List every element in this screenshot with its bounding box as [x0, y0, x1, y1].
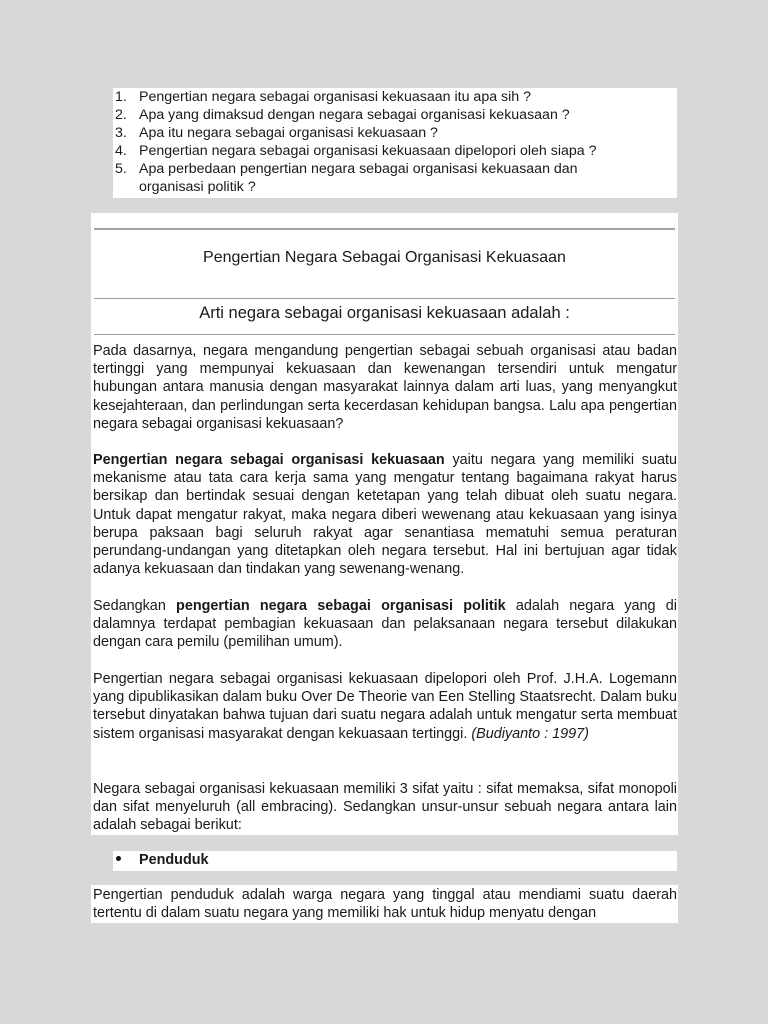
paragraph-text: yaitu negara yang memiliki suatu mekanisme atau tata cara kerja sama yang mengatur tentang bagaimana rakyat harus bersikap dan bertindak sesuai dengan ketetapan yang telah dibuat oleh suatu negara. Untuk dapat mengatur rakyat, maka negara diberi wewenang atau kekuasaan yang isinya berupa paksaan bagi seluruh rakyat agar senantiasa mematuhi semua peraturan perundang-undangan yang ditetapkan oleh negara tersebut. Hal ini bertujuan agar tidak adanya kekuasaan dan tindakan yang sewenang-wenang. — [93, 452, 678, 578]
question-number: 4. — [115, 143, 127, 159]
bullet-label: Penduduk — [139, 852, 209, 868]
question-list — [113, 88, 677, 196]
article-subtitle: Arti negara sebagai organisasi kekuasaan adalah : — [199, 304, 570, 322]
question-text: Pengertian negara sebagai organisasi kekuasaan dipelopori oleh siapa ? — [139, 143, 597, 159]
question-text: Apa itu negara sebagai organisasi kekuasaan ? — [139, 125, 438, 141]
question-number: 1. — [115, 89, 127, 105]
paragraph-properties: Negara sebagai organisasi kekuasaan memiliki 3 sifat yaitu : sifat memaksa, sifat monopoli dan sifat menyeluruh (all embracing). Sedangkan unsur-unsur sebuah negara antara lain adalah sebagai berikut: — [93, 781, 677, 834]
article-box — [91, 213, 678, 835]
paragraph-text: Pengertian negara sebagai organisasi kekuasaan dipelopori oleh Prof. J.H.A. Logemann yang dipublikasikan dalam buku Over De Theorie van Een Stelling Staatsrecht. Dalam buku tersebut dinyatakan bahwa tujuan dari suatu negara adalah untuk mengatur serta membuat sistem organisasi masyarakat dengan kekuasaan tertinggi. — [93, 671, 677, 742]
divider — [94, 228, 675, 230]
paragraph-intro: Pada dasarnya, negara mengandung pengertian sebagai sebuah organisasi atau badan tertinggi yang mempunyai kekuasaan dan kewenangan tersendiri untuk mengatur hubungan antara manusia dengan masyarakat lainnya dalam arti luas, yang menyangkut kesejahteraan, dan perlindungan serta kecerdasan kehidupan bangsa. Lalu apa pengertian negara sebagai organisasi kekuasaan? — [93, 343, 677, 432]
question-item — [113, 142, 677, 160]
question-item — [113, 88, 677, 106]
question-number: 3. — [115, 125, 127, 141]
bullet-icon — [116, 856, 121, 861]
paragraph-definition — [93, 451, 677, 578]
question-number: 5. — [115, 161, 127, 177]
paragraph-text: adalah negara yang di dalamnya terdapat pembagian kekuasaan dan pelaksanaan negara tersebut dilakukan dengan cara pemilu (pemilihan umum). — [93, 598, 677, 651]
paragraph-logemann — [93, 670, 677, 743]
bold-term: pengertian negara sebagai organisasi politik — [176, 598, 506, 614]
question-item — [113, 106, 677, 124]
citation: (Budiyanto : 1997) — [471, 725, 589, 742]
bold-term: Pengertian negara sebagai organisasi kekuasaan — [93, 452, 445, 468]
question-list-box — [113, 88, 677, 198]
bullet-item-box — [113, 851, 677, 871]
paragraph-box — [91, 885, 678, 923]
divider — [94, 334, 675, 335]
question-text: Pengertian negara sebagai organisasi kekuasaan itu apa sih ? — [139, 89, 532, 105]
question-item — [113, 124, 677, 142]
paragraph-politics — [93, 597, 677, 652]
question-text: Apa yang dimaksud dengan negara sebagai organisasi kekuasaan ? — [139, 107, 570, 123]
paragraph-text: Sedangkan — [93, 598, 177, 614]
article-title: Pengertian Negara Sebagai Organisasi Kekuasaan — [203, 249, 566, 266]
paragraph-population: Pengertian penduduk adalah warga negara yang tinggal atau mendiami suatu daerah tertentu di dalam suatu negara yang memiliki hak untuk hidup menyatu dengan — [93, 887, 677, 922]
question-item — [113, 160, 677, 196]
question-number: 2. — [115, 107, 127, 123]
divider — [94, 298, 675, 299]
question-text: Apa perbedaan pengertian negara sebagai organisasi kekuasaan dan organisasi politik ? — [139, 161, 578, 195]
